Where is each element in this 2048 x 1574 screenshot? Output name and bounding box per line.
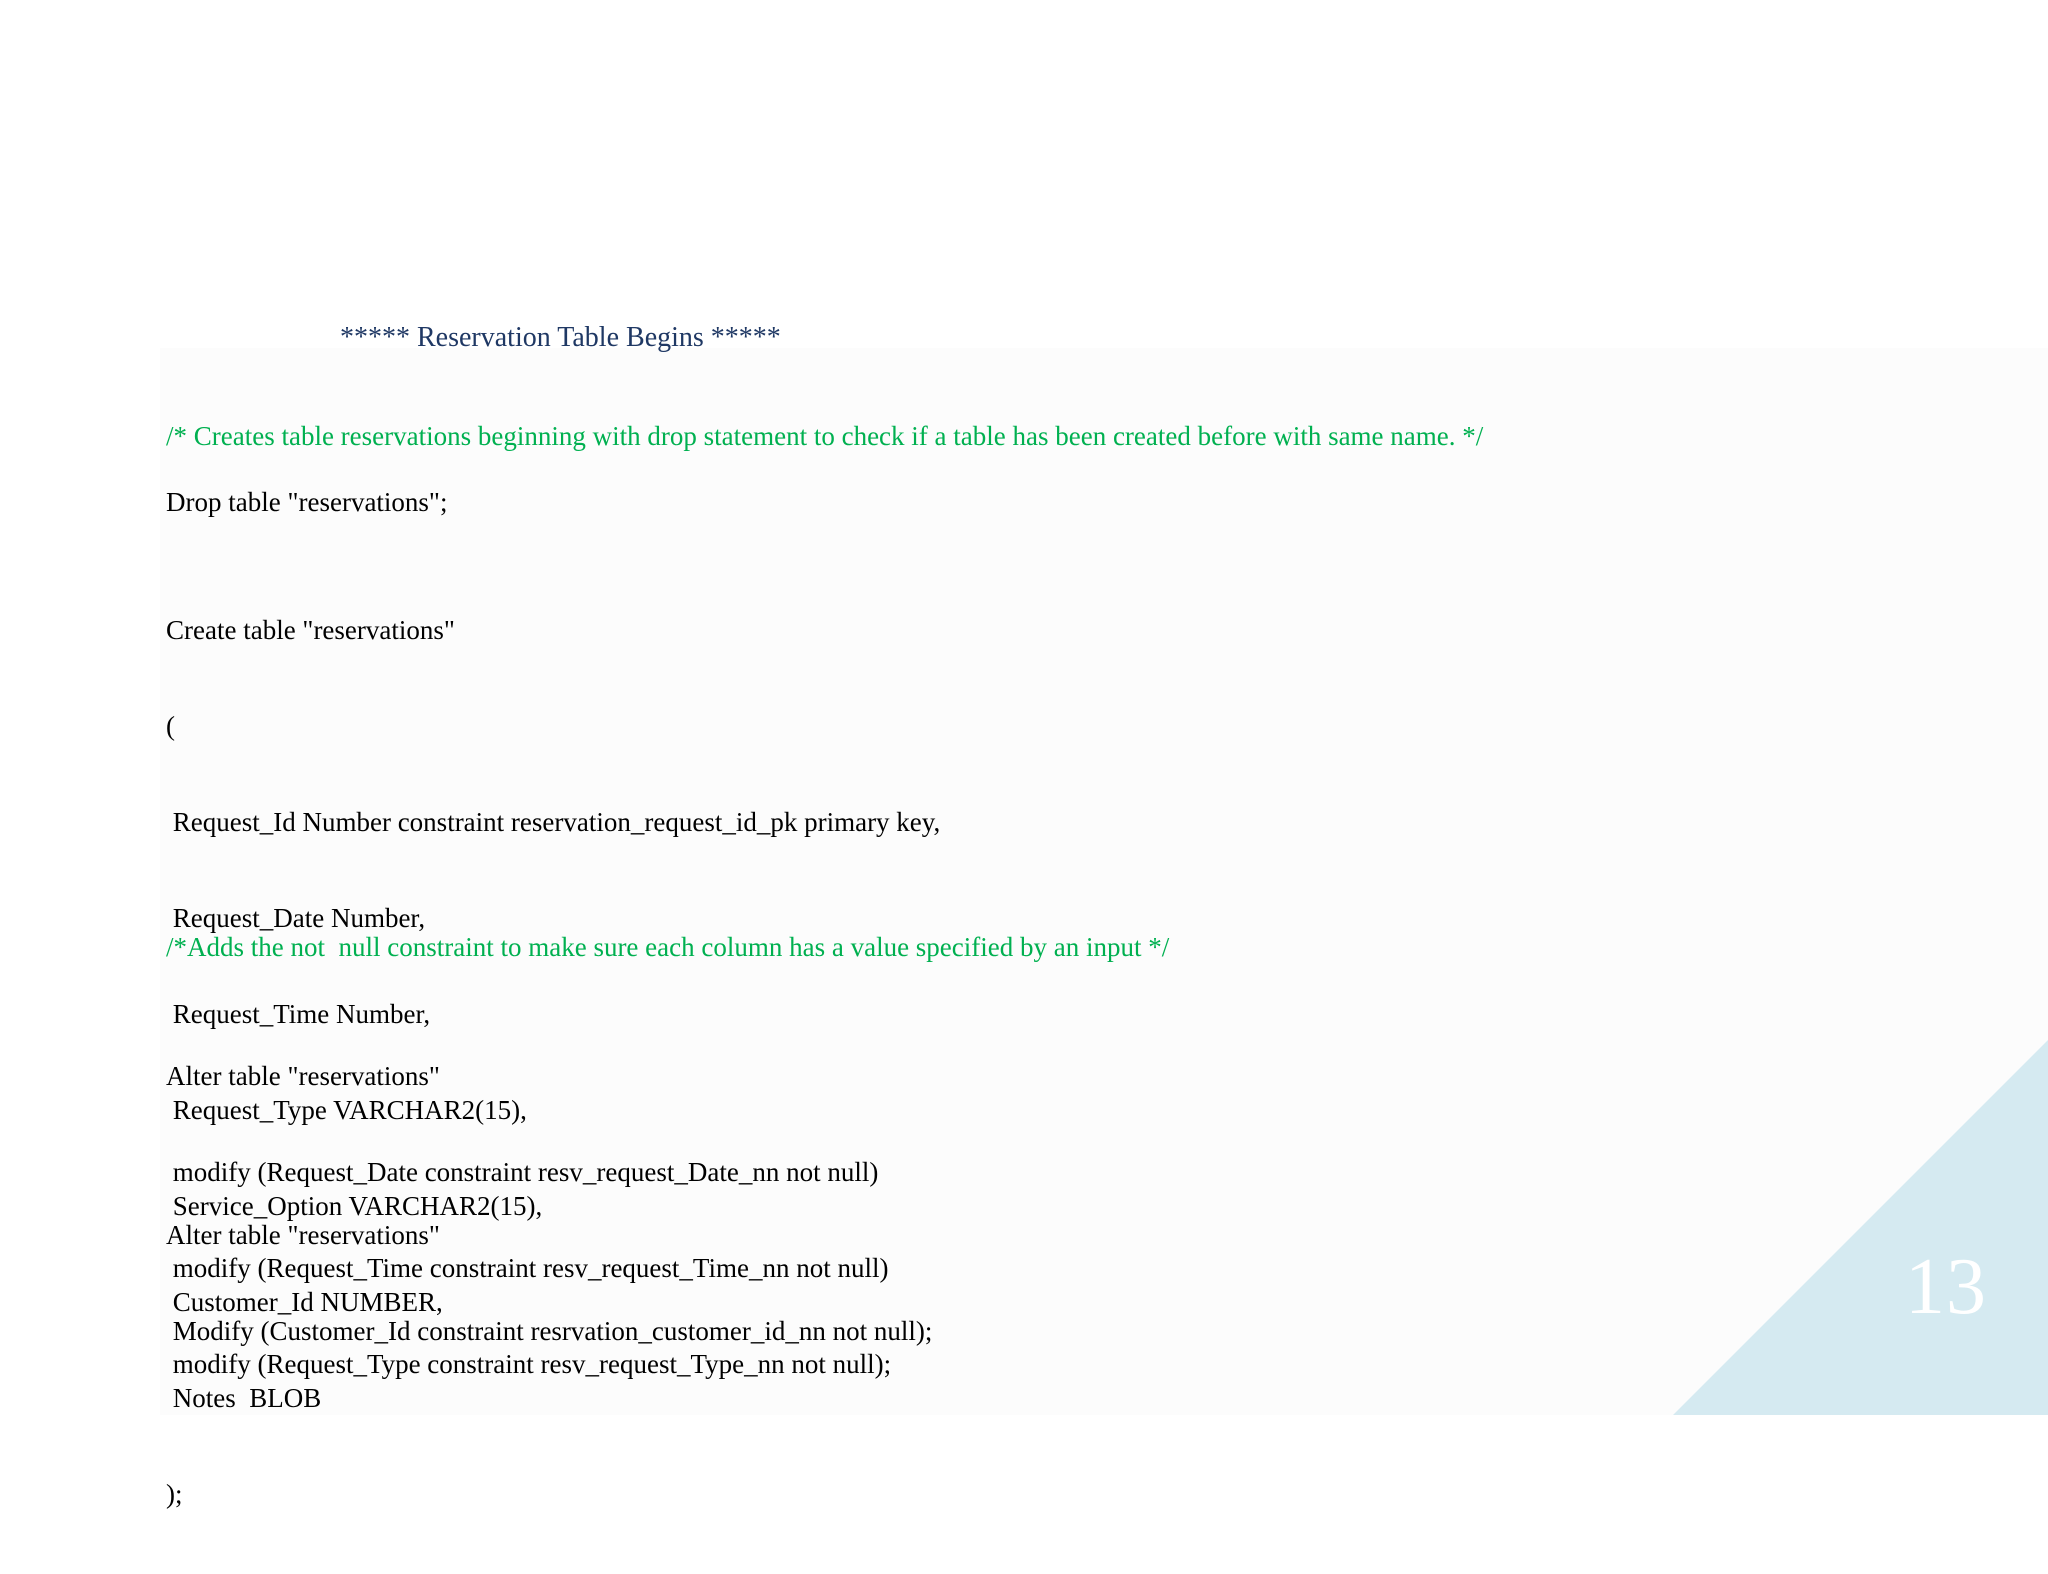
code-line: Customer_Id NUMBER, bbox=[166, 1287, 443, 1317]
code-line: Create table "reservations" bbox=[166, 615, 455, 645]
code-line: Modify (Customer_Id constraint resrvation_customer_id_nn not null); bbox=[166, 1316, 933, 1346]
code-line: Request_Date Number, bbox=[166, 903, 426, 933]
code-line: modify (Request_Date constraint resv_request_Date_nn not null) bbox=[166, 1157, 879, 1187]
code-line: Service_Option VARCHAR2(15), bbox=[166, 1191, 543, 1221]
corner-triangle-decoration bbox=[1673, 1040, 2048, 1415]
code-line: ( bbox=[166, 711, 175, 741]
comment-create-table: /* Creates table reservations beginning with drop statement to check if a table has been created before with same name. */ bbox=[166, 421, 1484, 451]
code-line: ); bbox=[166, 1479, 183, 1509]
alter-table-block-2 bbox=[166, 1155, 932, 1411]
page-number: 13 bbox=[1905, 1243, 1987, 1331]
code-line: modify (Request_Type constraint resv_request_Type_nn not null); bbox=[166, 1349, 892, 1379]
code-line: Alter table "reservations" bbox=[166, 1220, 440, 1250]
code-line: Alter table "reservations" bbox=[166, 1061, 440, 1091]
comment-not-null: /*Adds the not null constraint to make sure each column has a value specified by an input */ bbox=[166, 932, 1170, 962]
code-line: Request_Id Number constraint reservation_request_id_pk primary key, bbox=[166, 807, 941, 837]
drop-statement: Drop table "reservations"; bbox=[166, 487, 448, 517]
slide-heading: ***** Reservation Table Begins ***** bbox=[340, 322, 781, 353]
code-line: Request_Type VARCHAR2(15), bbox=[166, 1095, 527, 1125]
code-line: Notes BLOB bbox=[166, 1383, 322, 1413]
code-line: Request_Time Number, bbox=[166, 999, 431, 1029]
code-line: modify (Request_Time constraint resv_request_Time_nn not null) bbox=[166, 1253, 889, 1283]
